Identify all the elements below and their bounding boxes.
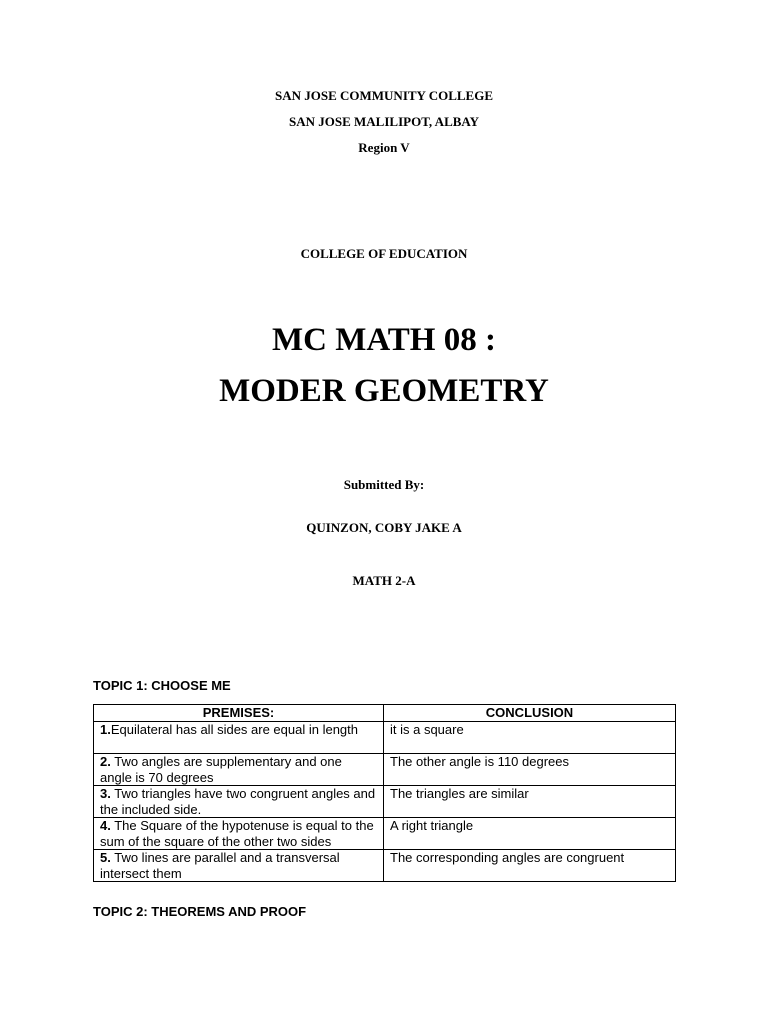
premises-conclusion-table [93,704,676,882]
conclusion-cell: The other angle is 110 degrees [384,754,676,786]
conclusion-cell: The corresponding angles are congruent [384,850,676,882]
school-address: SAN JOSE MALILIPOT, ALBAY [289,114,479,129]
row-number: 1. [100,722,111,737]
row-number: 4. [100,818,111,833]
conclusion-cell: it is a square [384,722,676,754]
region-label: Region V [358,140,410,155]
row-number: 3. [100,786,111,801]
school-name: SAN JOSE COMMUNITY COLLEGE [274,88,494,103]
premise-text: Two angles are supplementary and one angle is 70 degrees [100,754,342,785]
premise-cell [94,850,384,882]
row-number: 2. [100,754,111,769]
premise-cell [94,754,384,786]
conclusion-header: CONCLUSION [384,705,676,722]
table-row [94,722,676,754]
premises-header: PREMISES: [94,705,384,722]
premise-cell [94,786,384,818]
premise-cell [94,818,384,850]
premise-text: The Square of the hypotenuse is equal to the sum of the square of the other two sides [100,818,374,849]
table-row [94,850,676,882]
college-name: COLLEGE OF EDUCATION [300,246,468,261]
table-row [94,818,676,850]
submitted-by-label: Submitted By: [343,477,425,492]
conclusion-cell: The triangles are similar [384,786,676,818]
student-name: QUINZON, COBY JAKE A [306,520,462,535]
student-section: MATH 2-A [352,573,416,588]
course-code: MC MATH 08 : [272,322,496,358]
table-row [94,754,676,786]
table-header-row [94,705,676,722]
premise-text: Two triangles have two congruent angles and the included side. [100,786,376,817]
premise-cell [94,722,384,754]
topic2-heading: TOPIC 2: THEOREMS AND PROOF [93,904,307,919]
topic1-heading: TOPIC 1: CHOOSE ME [93,678,231,693]
premise-text: Equilateral has all sides are equal in length [110,722,359,737]
row-number: 5. [100,850,111,865]
table-row [94,786,676,818]
course-title: MODER GEOMETRY [219,373,549,409]
conclusion-cell: A right triangle [384,818,676,850]
premise-text: Two lines are parallel and a transversal intersect them [100,850,340,881]
